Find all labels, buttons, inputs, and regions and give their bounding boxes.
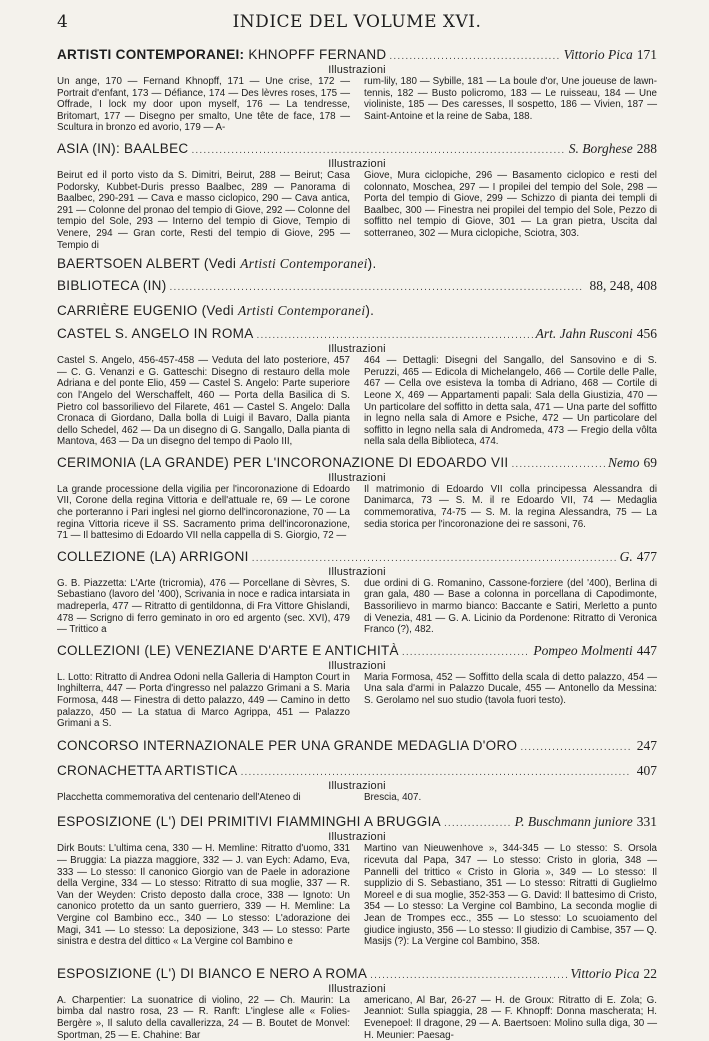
- leader-dots: [402, 644, 531, 661]
- index-entry: [57, 255, 657, 272]
- index-entry: [57, 454, 657, 542]
- page-title: INDICE DEL VOLUME XVI.: [232, 12, 482, 32]
- illustrations-column: A. Charpentier: La suonatrice di violino, 22 — Ch. Maurin: La bimba dal nastro rosa, 23 — R. Ranft: L'inglese alle « Folies-Bergère », Il saluto della cavallerizza, 24 — B. Boutet de Monvel: Sportman, 25 — E. Chahine: Bar: [57, 994, 350, 1041]
- entry-author: Vittorio Pica: [563, 47, 633, 62]
- illustrations-column: La grande processione della vigilia per l'incoronazione di Edoardo VII, Corone della regina Vittoria e dell'attuale re, 69 — Le corone che porteranno i Pari inglesi nel giorno dell'incoronazione, 70 — La regina Vittoria riceve il SS. Sacramento prima dell'incoronazione, 71 — Il battesimo di Edoardo VII nella cappella di S. Giorgio, 72 —: [57, 483, 350, 542]
- index-entry: [57, 140, 657, 251]
- entry-title: BIBLIOTECA (IN): [57, 278, 167, 294]
- entry-heading: [57, 325, 657, 344]
- illustrations-label: Illustrazioni: [328, 565, 386, 578]
- index-entry: [57, 302, 657, 319]
- entry-page: 407: [636, 762, 657, 778]
- illustrations-column: Placchetta commemorativa del centenario dell'Ateneo di: [57, 791, 301, 803]
- entry-heading: [57, 762, 657, 781]
- entry-author: S. Borghese: [568, 140, 633, 156]
- entry-page: 171: [636, 47, 657, 62]
- illustrations-column: Dirk Bouts: L'ultima cena, 330 — H. Memline: Ritratto d'uomo, 331 — Bruggia: La piazza maggiore, 332 — J. van Eych: Adamo, Eva, 333 — Lo stesso: Il canonico Giorgio van de Paele in adorazione della Vergine, 334 — Lo stesso: Ritratto di sua moglie, 337 — R. Van der Weyden: Cristo deposto dalla croce, 338 — Ignoto: Un canonico protetto da un santo guerriero, 339 — H. Memline: La Vergine col Bambino ecc., 340 — Lo stesso: L'adorazione dei Magi, 341 — Lo stesso: La deposizione, 343 — Lo stesso: Parte sinistra e destra del dittico « La Vergine col Bambino e: [57, 843, 350, 948]
- entry-page: 69: [643, 454, 657, 470]
- entry-title: COLLEZIONE (LA) ARRIGONI: [57, 548, 249, 564]
- entry-page: 22: [643, 965, 657, 981]
- leader-dots: [241, 764, 630, 781]
- entry-page: 247: [636, 737, 657, 753]
- leader-dots: [191, 142, 565, 159]
- illustrations-list: [57, 76, 657, 134]
- entry-title: CASTEL S. ANGELO IN ROMA: [57, 326, 254, 342]
- leader-dots: [520, 739, 629, 756]
- entry-page: 88, 248, 408: [589, 278, 657, 294]
- entry-heading: [57, 46, 657, 65]
- illustrations-column: Un ange, 170 — Fernand Khnopff, 171 — Une crise, 172 — Portrait d'enfant, 173 — Défiance, 174 — Des lèvres roses, 175 — Offrade, I lock my door upon myself, 176 — La tendresse, Britomart, 177 — Disegno per smalto, Une tête de face, 178 — Scultura in bronzo ed avorio, 179 — A-: [57, 76, 350, 134]
- illustrations-label: Illustrazioni: [328, 471, 386, 484]
- illustrations-column: L. Lotto: Ritratto di Andrea Odoni nella Galleria di Hampton Court in Inghilterra, 447 — Porta d'ingresso nel palazzo Grimani a S. Maria Formosa, 448 — Finestra di detto palazzo, 449 — Camino in detto palazzo, 450 — La statua di Marco Agrippa, 451 — Palazzo Grimani a S.: [57, 671, 350, 730]
- index-entry: [57, 642, 657, 730]
- index-entry: [57, 737, 657, 756]
- illustrations-list: [57, 355, 657, 448]
- entry-author: G.: [619, 548, 633, 564]
- illustrations-column: due ordini di G. Romanino, Cassone-forziere (del '400), Berlina di gran gala, 480 — Base a colonna in porcellana di Capodimonte, Bassorilievo in marmo bianco: Baccante e Satiri, Merletto a punto di Venezia, 481 — G. A. Licinio da Pordenone: Ritratto di Veronica Franco (?), 482.: [364, 577, 657, 636]
- illustrations-label: Illustrazioni: [328, 779, 386, 792]
- entry-heading: [57, 737, 657, 756]
- entry-page: 288: [636, 140, 657, 156]
- entry-title: BAERTSOEN ALBERT (Vedi Artisti Contemporanei).: [57, 256, 377, 272]
- leader-dots: [511, 456, 605, 473]
- illustrations-column: Brescia, 407.: [364, 791, 422, 803]
- illustrations-list: [57, 995, 657, 1041]
- entry-author: Vittorio Pica: [570, 965, 640, 981]
- entry-title: CRONACHETTA ARTISTICA: [57, 762, 238, 778]
- entry-page: 447: [636, 642, 657, 658]
- entry-title: ESPOSIZIONE (L') DI BIANCO E NERO A ROMA: [57, 965, 368, 981]
- leader-dots: [170, 279, 583, 296]
- illustrations-list: [57, 792, 657, 804]
- illustrations-list: [57, 578, 657, 636]
- entry-heading: [57, 548, 657, 567]
- illustrations-list: [57, 843, 657, 947]
- illustrations-column: Maria Formosa, 452 — Soffitto della scala di detto palazzo, 454 — Una sala d'armi in Palazzo Ducale, 455 — Antonello da Messina: S. Gerolamo nel suo studio (tavola fuori testo).: [364, 671, 657, 706]
- illustrations-column: G. B. Piazzetta: L'Arte (tricromia), 476 — Porcellane di Sèvres, S. Sebastiano (lavoro del '400), Scrivania in noce e radica intarsiata in madreperla, 477 — Ritratto di gentildonna, di Fra Vittore Ghislandi, 478 — Scrigno di ferro geminato in oro ed argento (sec. XVI), 479 — Trittico a: [57, 577, 350, 636]
- illustrations-label: Illustrazioni: [328, 157, 386, 170]
- entry-title: CARRIÈRE EUGENIO (Vedi Artisti Contemporanei).: [57, 303, 375, 319]
- illustrations-column: Giove, Mura ciclopiche, 296 — Basamento ciclopico e resti del colonnato, Moschea, 297 — I propilei del tempio del Sole, 298 — Porta del tempio di Giove, 299 — Schizzo di pianta dei templi di Baalbec, 300 — Finestra nei propilei del tempio del Sole, Pezzo di soffitto nel tempio di Giove, 301 — La gran pietra, Uscita dal sotterraneo, 302 — Mura ciclopiche, Sciotra, 303.: [364, 169, 657, 239]
- entry-title: ESPOSIZIONE (L') DEI PRIMITIVI FIAMMINGHI A BRUGGIA: [57, 814, 441, 830]
- entry-heading: [57, 454, 657, 473]
- illustrations-label: Illustrazioni: [328, 659, 386, 672]
- illustrations-list: [57, 672, 657, 730]
- leader-dots: [389, 48, 560, 65]
- page-header: [57, 6, 657, 46]
- index-entry: [57, 965, 657, 1041]
- entry-title: CONCORSO INTERNAZIONALE PER UNA GRANDE MEDAGLIA D'ORO: [57, 737, 518, 753]
- entry-author: Pompeo Molmenti: [533, 642, 633, 658]
- index-entry: [57, 46, 657, 134]
- illustrations-column: rum-lily, 180 — Sybille, 181 — La boule d'or, Une joueuse de lawn-tennis, 182 — Busto policromo, 183 — Le ruisseau, 184 — Une violiniste, 185 — Des caresses, Il sospetto, 186 — Vivien, 187 — Saint-Antoine et la reine de Saba, 188.: [364, 76, 657, 122]
- illustrations-column: Martino van Nieuwenhove », 344-345 — Lo stesso: S. Orsola ricevuta dal Papa, 347 — Lo stesso: Cristo in gloria, 348 — Pannelli del trittico « Cristo in Gloria », 349 — Lo stesso: Il supplizio di S. Sebastiano, 351 — Lo stesso: Ritratti di Guglielmo Moreel e di sua moglie, 352-353 — G. David: Il battesimo di Cristo, 354 — Lo stesso: La Vergine col Bambino, La seconda moglie di Jean de Trompes ecc., 355 — Lo stesso: Lo scuoiamento del giudice ingiusto, 356 — Lo stesso: Il giudizio di Cambise, 357 — Q. Masijs (?): La Vergine col Bambino, 358.: [364, 843, 657, 948]
- entry-heading: [57, 255, 657, 272]
- index-entry: [57, 813, 657, 947]
- illustrations-label: Illustrazioni: [328, 64, 386, 76]
- illustrations-column: Beirut ed il porto visto da S. Dimitri, Beirut, 288 — Beirut; Casa Podorsky, Kubbet-Duris presso Baalbec, 289 — Panorama di Baalbec, 290-291 — Cava e masso ciclopico, 290 — Cava antica, 291 — Colonne del pronao del tempio di Giove, 292 — Colonne del tempio del Sole, 293 — Interno del tempio di Giove, Tempio di Venere, 294 — Gran corte, Resti del tempio di Giove, 295 — Tempio di: [57, 169, 351, 251]
- leader-dots: [444, 815, 512, 832]
- illustrations-column: americano, Al Bar, 26-27 — H. de Groux: Ritratto di E. Zola; G. Jeanniot: Sulla spiaggia, 28 — F. Khnopff: Donna mascherata; H. Evenepoel: Il dragone, 29 — A. Baertsoen: Molino sulla diga, 30 — H. Meunier: Paesag-: [364, 994, 657, 1041]
- index-entry: [57, 762, 657, 804]
- leader-dots: [370, 967, 567, 984]
- entry-page: 477: [636, 548, 657, 564]
- entry-title: CERIMONIA (LA GRANDE) PER L'INCORONAZIONE DI EDOARDO VII: [57, 454, 509, 470]
- entry-heading: [57, 965, 657, 984]
- index-entry: [57, 277, 657, 296]
- entry-heading: [57, 813, 657, 832]
- illustrations-column: Castel S. Angelo, 456-457-458 — Veduta del lato posteriore, 457 — C. G. Venanzi e G. Gatteschi: Disegno di restauro della mole Adriana e del ponte Elio, 459 — Castel S. Angelo: Parte superiore con l'Angelo del Werschaffelt, 460 — Porta della Basilica di S. Pietro col bassorilievo del Filarete, 461 — Castel S. Angelo: Dalla Cronaca di Giordano, Dalla bolla di Luigi il Bavaro, Dalla pianta dello Schedel, 462 — Da un disegno di G. Sangallo, Dalla pianta di Mantova, 463 — Da un disegno del tempo di Paolo III,: [57, 355, 350, 448]
- leader-dots: [252, 550, 617, 567]
- illustrations-label: Illustrazioni: [328, 831, 386, 844]
- illustrations-column: 464 — Dettagli: Disegni del Sangallo, del Sansovino e di S. Peruzzi, 465 — Edicola di Michelangelo, 466 — Cortile delle Palle, 467 — Cella ove esisteva la tomba di Adriano, 468 — Cortile di Leone X, 469 — Appartamenti papali: Sala della Giustizia, 470 — Un particolare del soffitto in detta sala, 471 — Una parte del soffitto in legno nella sala di Amore e Psiche, 472 — Un particolare del soffitto in legno nella sala di Andromeda, 473 — Fregio della vôlta nella sala della Biblioteca, 474.: [364, 355, 657, 448]
- entry-title: ARTISTI CONTEMPORANEI: KHNOPFF FERNAND: [57, 47, 387, 62]
- index-entry: [57, 325, 657, 448]
- entry-page: 331: [636, 814, 657, 830]
- index-entry: [57, 548, 657, 636]
- entry-heading: [57, 140, 657, 159]
- illustrations-label: Illustrazioni: [328, 982, 386, 995]
- page-number: 4: [57, 12, 68, 32]
- entry-title: ASIA (IN): BAALBEC: [57, 140, 189, 156]
- entry-page: 456: [636, 326, 657, 342]
- entry-author: Nemo: [608, 454, 640, 470]
- illustrations-label: Illustrazioni: [328, 343, 386, 356]
- entry-author: Art. Jahn Rusconi: [535, 326, 633, 342]
- entry-heading: [57, 302, 657, 319]
- entry-heading: [57, 277, 657, 296]
- illustrations-list: [57, 170, 657, 251]
- entry-heading: [57, 642, 657, 661]
- illustrations-list: [57, 484, 657, 542]
- entry-title: COLLEZIONI (LE) VENEZIANE D'ARTE E ANTICHITÀ: [57, 642, 399, 658]
- index-entries: [57, 46, 657, 1041]
- entry-author: P. Buschmann juniore: [514, 814, 633, 830]
- illustrations-column: Il matrimonio di Edoardo VII colla principessa Alessandra di Danimarca, 73 — S. M. il re Edoardo VII, 74 — Medaglia commemorativa, 74-75 — S. M. la regina Alessandra, 75 — La sedia storica per l'incoronazione dei re sassoni, 76.: [364, 483, 657, 530]
- leader-dots: [257, 327, 533, 344]
